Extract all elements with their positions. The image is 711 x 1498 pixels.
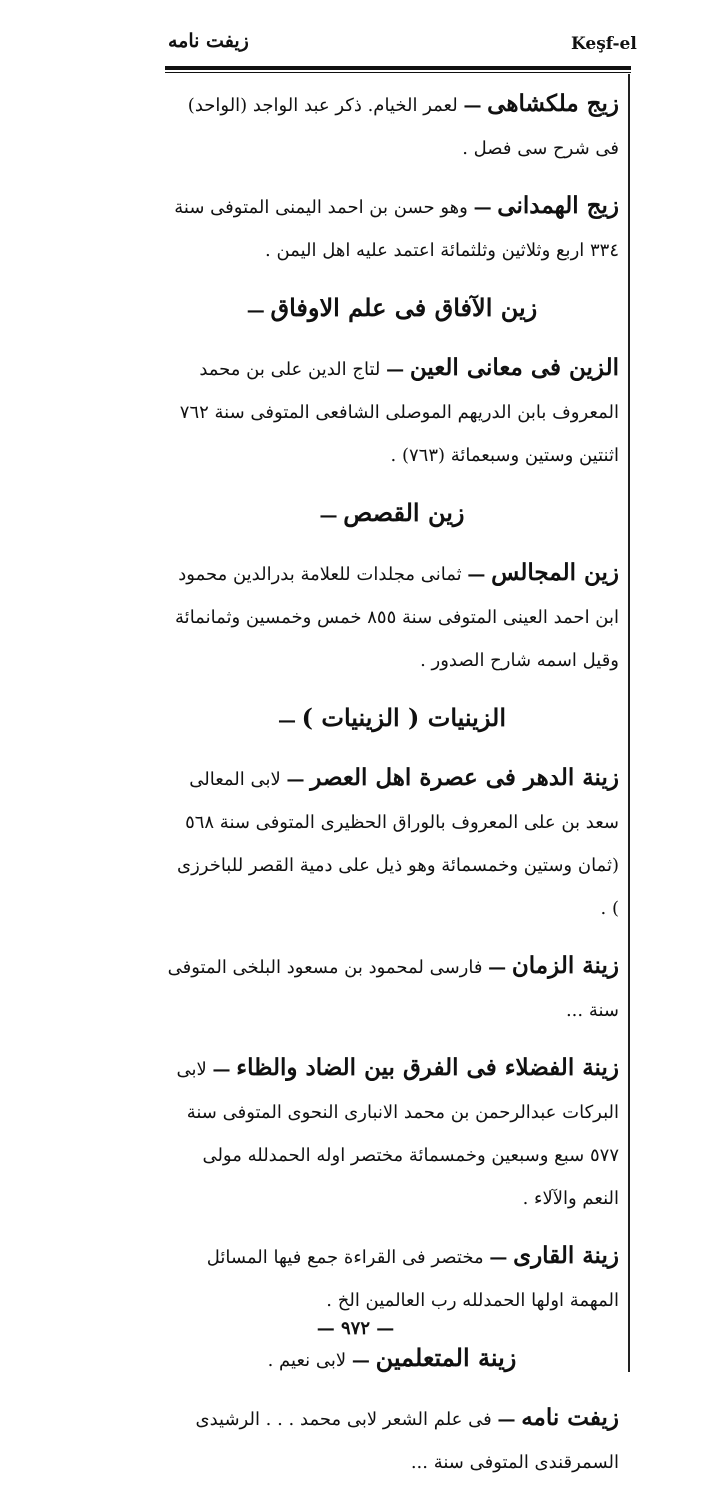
dictionary-entry (165, 696, 619, 742)
entry-dash: — (277, 710, 296, 731)
header-rule-thick (165, 66, 631, 70)
entry-list (165, 82, 619, 1498)
entry-dash: — (246, 300, 265, 321)
entry-headword: الزينيات ( الزينيات ) (301, 703, 507, 732)
entry-headword: زيج الهمدانى (497, 192, 619, 219)
entry-dash: — (319, 505, 338, 526)
entry-description: لعمر الخيام. ذكر عبد الواجد (الواحد) فى شرح سى فصل . (187, 95, 619, 159)
entry-description: لابى المعالى سعد بن على المعروف بالوراق الحظيرى المتوفى سنة ٥٦٨ (ثمان وستين وخمسمائة وهو ذيل على دمية القصر للباخرزى ) . (176, 769, 619, 919)
running-header-right: زيفت نامه (168, 30, 249, 52)
entry-description: لابى نعيم . (267, 1350, 347, 1371)
entry-dash: — (489, 1247, 508, 1268)
header-rule-thin (165, 72, 631, 73)
dictionary-entry (165, 184, 619, 272)
entry-headword: زين الآفاق فى علم الاوفاق (270, 293, 538, 322)
dictionary-entry (165, 82, 619, 170)
entry-description: لتاج الدين على بن محمد المعروف بابن الدريهم الموصلى الشافعى المتوفى سنة ٧٦٢ اثنتين وستين وسبعمائة (٧٦٣) . (179, 359, 619, 466)
entry-headword: زينة القارى (513, 1242, 619, 1269)
entry-dash: — (467, 564, 486, 585)
dictionary-entry (165, 1046, 619, 1220)
entry-headword: زينة الدهر فى عصرة اهل العصر (310, 764, 619, 791)
margin-rule (628, 74, 630, 1372)
entry-dash: — (473, 197, 492, 218)
entry-headword: الزين فى معانى العين (409, 354, 619, 381)
dictionary-entry (165, 756, 619, 930)
dictionary-entry (165, 346, 619, 477)
entry-dash: — (463, 95, 482, 116)
entry-dash: — (497, 1409, 516, 1430)
entry-dash: — (488, 957, 507, 978)
entry-description: ثمانى مجلدات للعلامة بدرالدين محمود ابن احمد العينى المتوفى سنة ٨٥٥ خمس وخمسين وثمانمائة وقيل اسمه شارح الصدور . (175, 564, 619, 671)
entry-description: وهو حسن بن احمد اليمنى المتوفى سنة ٣٣٤ اربع وثلاثين وثلثمائة اعتمد عليه اهل اليمن . (174, 197, 619, 261)
entry-dash: — (386, 359, 405, 380)
running-header-left: Keşf-el (571, 34, 637, 54)
dictionary-entry (165, 1396, 619, 1484)
dictionary-entry (165, 491, 619, 537)
entry-headword: زينة المتعلمين (375, 1343, 517, 1372)
entry-headword: زيج ملكشاهى (487, 90, 619, 117)
entry-headword: زين القصص (343, 498, 465, 527)
entry-description: فى علم الشعر لابى محمد . . . الرشيدى السمرقندى المتوفى سنة ... (195, 1409, 619, 1473)
entry-headword: زينة الفضلاء فى الفرق بين الضاد والظاء (236, 1054, 619, 1081)
entry-dash: — (351, 1350, 370, 1371)
entry-headword: زين المجالس (491, 559, 619, 586)
dictionary-entry (165, 1234, 619, 1322)
dictionary-entry (165, 1336, 619, 1382)
entry-headword: زيفت نامه (521, 1404, 619, 1431)
entry-description: فارسى لمحمود بن مسعود البلخى المتوفى سنة ... (167, 957, 619, 1021)
entry-headword: زينة الزمان (511, 952, 619, 979)
page-number: — ٩٧٢ — (316, 1318, 395, 1339)
dictionary-entry (165, 286, 619, 332)
dictionary-entry (165, 944, 619, 1032)
dictionary-entry (165, 551, 619, 682)
entry-description: لابى البركات عبدالرحمن بن محمد الانبارى النحوى المتوفى سنة ٥٧٧ سبع وسبعين وخمسمائة مختصر اوله الحمدلله مولى النعم والآلاء . (176, 1059, 619, 1209)
entry-dash: — (286, 769, 305, 790)
entry-description: مختصر فى القراءة جمع فيها المسائل المهمة اولها الحمدلله رب العالمين الخ . (206, 1247, 619, 1311)
entry-dash: — (212, 1059, 231, 1080)
